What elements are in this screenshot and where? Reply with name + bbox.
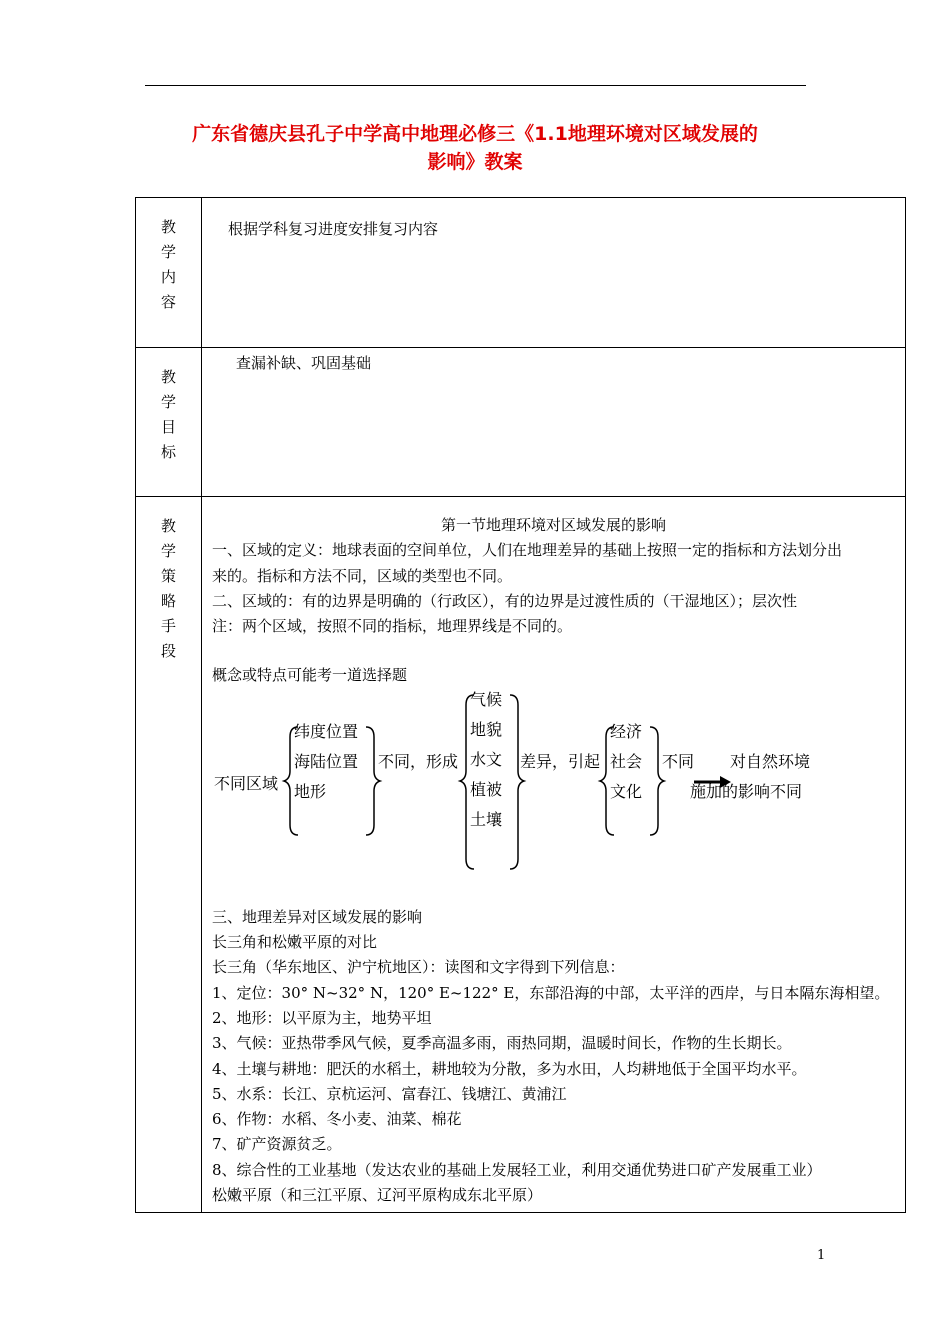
title-line-2: 影响》教案 (427, 151, 523, 173)
paragraph-1a: 一、区域的定义：地球表面的空间单位，人们在地理差异的基础上按照一定的指标和方法划分出 (212, 541, 843, 560)
cell-goal (202, 348, 906, 497)
element-hydrology: 水文 (470, 749, 503, 769)
paragraph-6: 长三角（华东地区、沪宁杭地区）：读图和文字得到下列信息： (212, 958, 625, 977)
diagram-mid-1: 不同，形成 (378, 751, 459, 771)
paragraph-1b: 来的。指标和方法不同，区域的类型也不同。 (212, 566, 513, 585)
row-goal (136, 348, 906, 497)
diagram-end-2: 施加的影响不同 (690, 781, 803, 801)
content-text: 根据学科复习进度安排复习内容 (228, 220, 439, 238)
list-item: 4、土壤与耕地：肥沃的水稻土，耕地较为分散，多为水田，人均耕地低于全国平均水平。 (212, 1059, 807, 1078)
list-item: 3、气候：亚热带季风气候，夏季高温多雨，雨热同期，温暖时间长，作物的生长期长。 (212, 1034, 792, 1053)
list-item: 松嫩平原（和三江平原、辽河平原构成东北平原） (212, 1186, 543, 1205)
title-line-1: 广东省德庆县孔子中学高中地理必修三《1.1地理环境对区域发展的 (192, 123, 758, 145)
list-item: 2、地形：以平原为主，地势平坦 (212, 1008, 432, 1027)
list-item: 1、定位：30° N~32° N，120° E~122° E，东部沿海的中部，太平洋的西岸，与日本隔东海相望。 (212, 983, 890, 1002)
row-strategy (136, 497, 906, 1213)
paragraph-2a: 二、区域的：有的边界是明确的（行政区），有的边界是过渡性质的（干湿地区）；层次性 (212, 591, 798, 610)
aspect-society: 社会 (610, 751, 643, 771)
paragraph-5: 长三角和松嫩平原的对比 (212, 933, 378, 952)
list-item: 8、综合性的工业基地（发达农业的基础上发展轻工业，利用交通优势进口矿产发展重工业） (212, 1160, 822, 1179)
cell-content (202, 198, 906, 348)
list-item: 5、水系：长江、京杭运河、富春江、钱塘江、黄浦江 (212, 1084, 567, 1103)
concept-diagram (202, 689, 905, 903)
bracket-2-right (510, 695, 524, 869)
factor-latitude: 纬度位置 (294, 721, 359, 741)
document-title (130, 120, 820, 176)
factor-landform: 地形 (294, 781, 327, 801)
bracket-1-right (366, 727, 380, 835)
header-rule (145, 85, 806, 86)
cell-strategy (202, 497, 906, 1213)
list-item: 7、矿产资源贫乏。 (212, 1135, 342, 1154)
diagram-mid-3: 不同 (662, 751, 695, 771)
diagram-end-1: 对自然环境 (730, 751, 811, 771)
row-content (136, 198, 906, 348)
diagram-mid-2: 差异，引起 (520, 751, 601, 771)
paragraph-3: 概念或特点可能考一道选择题 (212, 666, 408, 685)
element-terrain: 地貌 (470, 719, 503, 739)
paragraph-4: 三、地理差异对区域发展的影响 (212, 907, 423, 926)
factor-sea-land: 海陆位置 (294, 751, 359, 771)
page-number: 1 (817, 1248, 826, 1263)
goal-text: 查漏补缺、巩固基础 (236, 354, 372, 372)
lesson-plan-table (135, 197, 906, 1213)
section-title: 第一节地理环境对区域发展的影响 (440, 516, 666, 534)
paragraph-2b: 注：两个区域，按照不同的指标，地理界线是不同的。 (212, 617, 573, 636)
bracket-3-right (650, 727, 664, 835)
label-content: 教 学 内 容 (136, 198, 202, 348)
element-soil: 土壤 (470, 809, 503, 829)
label-strategy: 教 学 策 略 手 段 (136, 497, 202, 1213)
aspect-culture: 文化 (610, 781, 643, 801)
element-vegetation: 植被 (470, 779, 503, 799)
aspect-economy: 经济 (610, 721, 643, 741)
element-climate: 气候 (470, 689, 503, 709)
label-goal: 教 学 目 标 (136, 348, 202, 497)
list-item: 6、作物：水稻、冬小麦、油菜、棉花 (212, 1110, 462, 1129)
diagram-start: 不同区域 (214, 773, 279, 793)
